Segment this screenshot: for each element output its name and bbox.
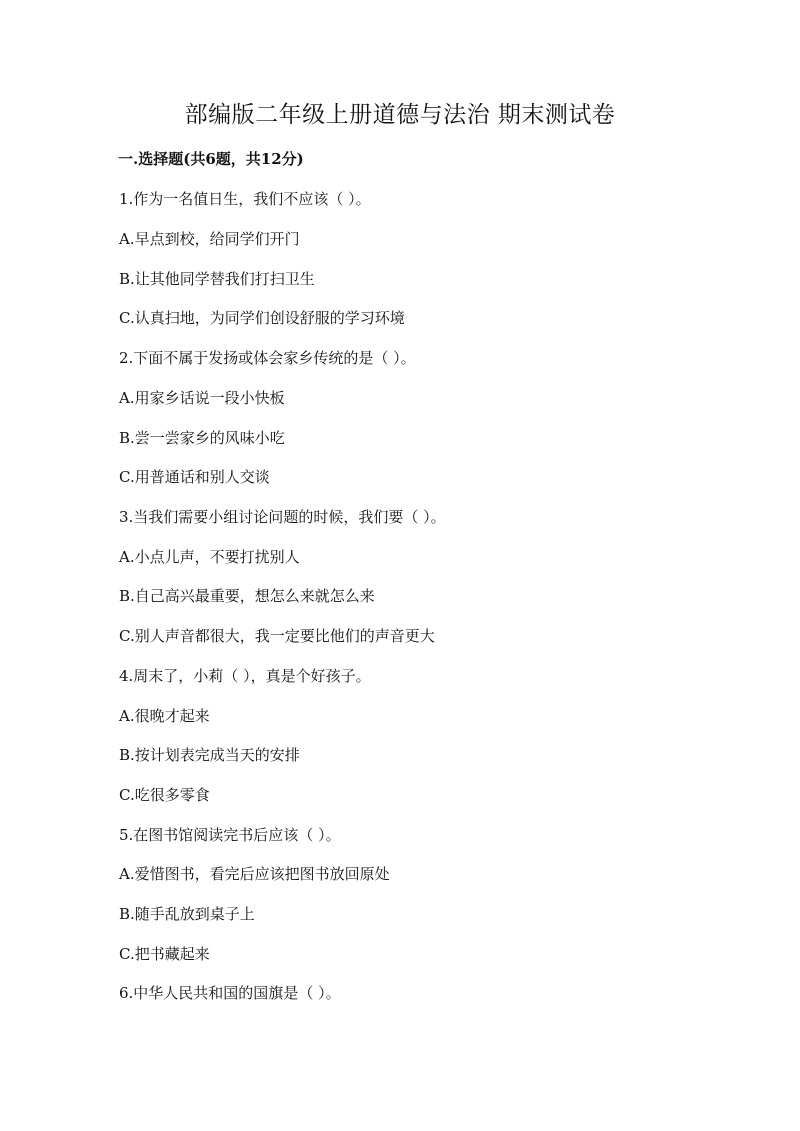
- option-c: C.把书藏起来: [119, 945, 210, 963]
- option-b: B.自己高兴最重要，想怎么来就怎么来: [119, 587, 375, 605]
- option-a: A.早点到校，给同学们开门: [119, 230, 300, 248]
- question-stem: 3.当我们需要小组讨论问题的时候，我们要（ ）。: [119, 508, 446, 526]
- option-b: B.让其他同学替我们打扫卫生: [119, 270, 315, 288]
- question-stem: 2.下面不属于发扬或体会家乡传统的是（ ）。: [119, 349, 416, 367]
- option-c: C.认真扫地，为同学们创设舒服的学习环境: [119, 309, 405, 327]
- option-b: B.随手乱放到桌子上: [119, 905, 255, 923]
- question-stem: 4.周末了，小莉（ ），真是个好孩子。: [119, 667, 371, 685]
- page-title: 部编版二年级上册道德与法治 期末测试卷: [184, 102, 616, 128]
- option-a: A.爱惜图书，看完后应该把图书放回原处: [119, 865, 390, 883]
- option-b: B.按计划表完成当天的安排: [119, 746, 300, 764]
- option-c: C.用普通话和别人交谈: [119, 468, 270, 486]
- option-a: A.用家乡话说一段小快板: [119, 389, 285, 407]
- section-heading: 一.选择题(共6题，共12分): [118, 150, 304, 168]
- question-stem: 5.在图书馆阅读完书后应该（ ）。: [119, 826, 341, 844]
- option-a: A.小点儿声，不要打扰别人: [119, 548, 300, 566]
- option-c: C.吃很多零食: [119, 786, 210, 804]
- option-c: C.别人声音都很大，我一定要比他们的声音更大: [119, 627, 435, 645]
- question-stem: 1.作为一名值日生，我们不应该（ ）。: [119, 190, 371, 208]
- question-stem: 6.中华人民共和国的国旗是（ ）。: [119, 984, 341, 1002]
- option-b: B.尝一尝家乡的风味小吃: [119, 429, 285, 447]
- option-a: A.很晚才起来: [119, 707, 210, 725]
